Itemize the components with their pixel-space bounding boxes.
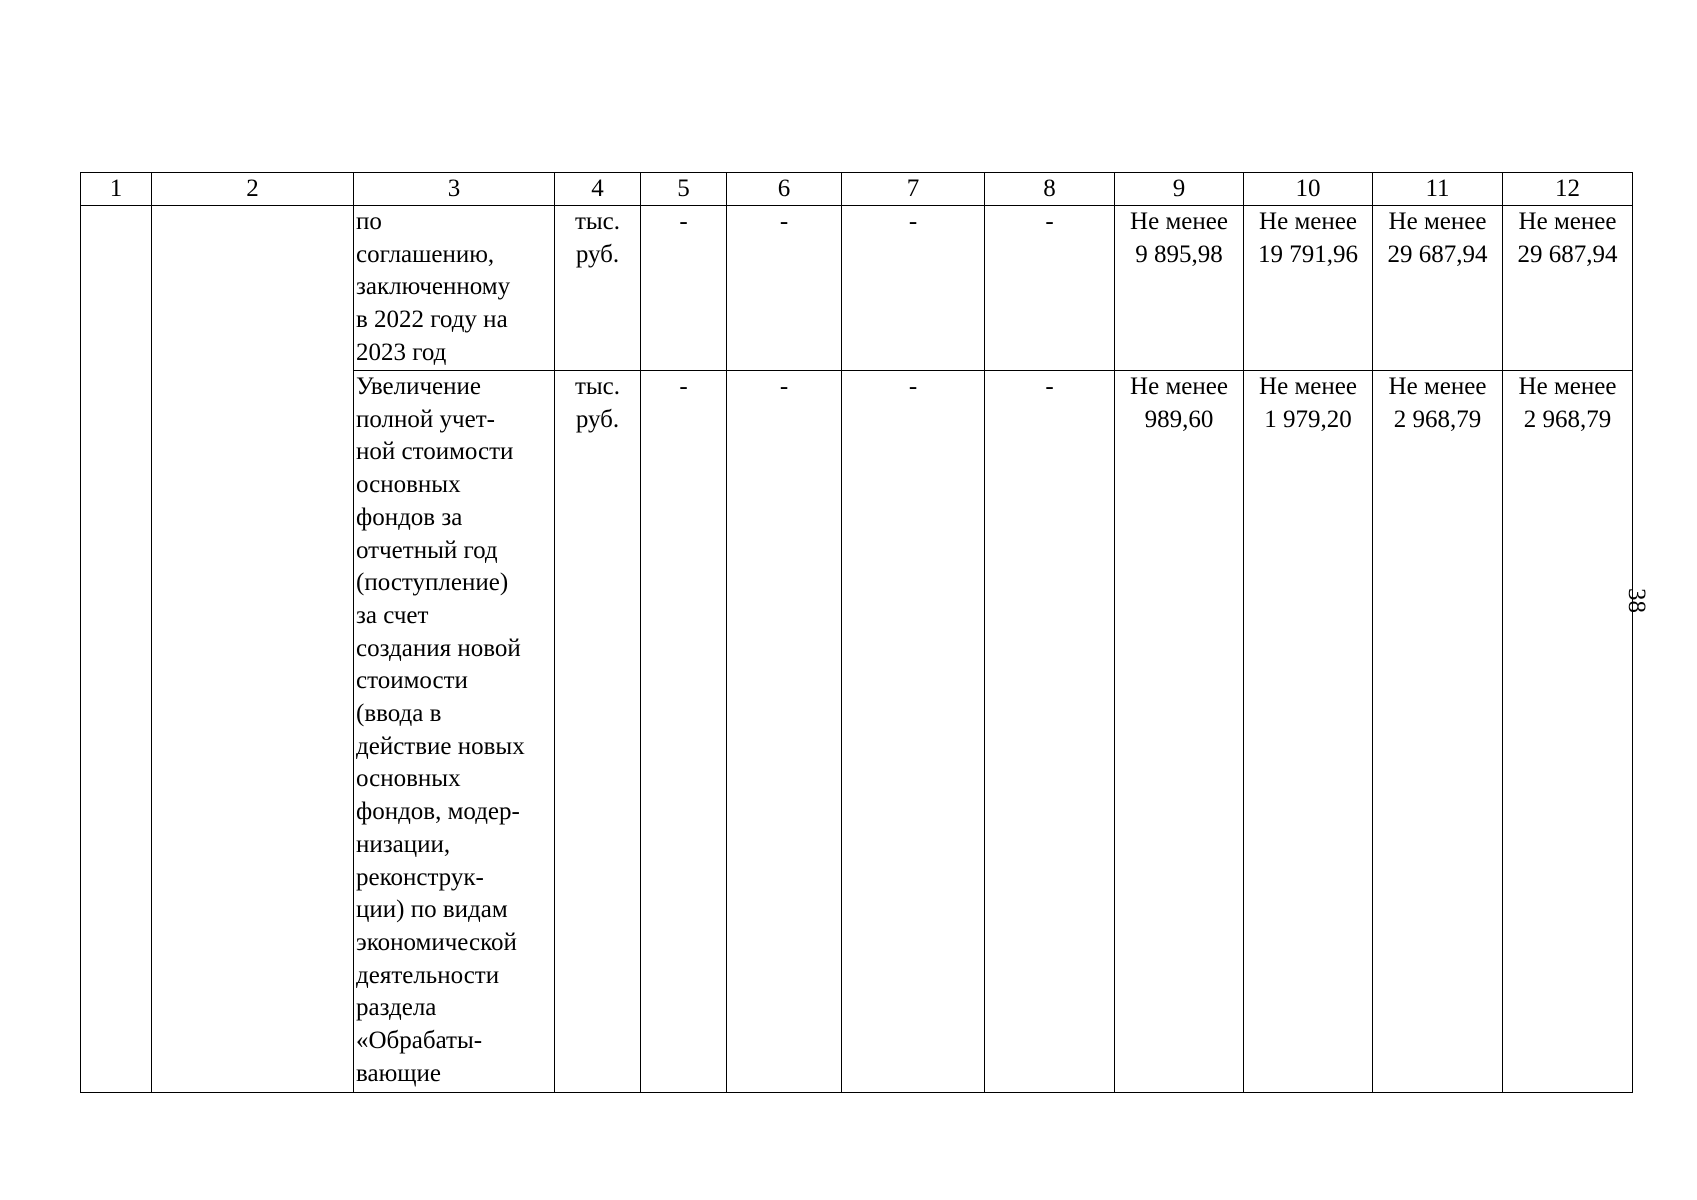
value-cell-col-9: Не менее 9 895,98: [1115, 206, 1244, 371]
column-header-7: 7: [842, 173, 985, 206]
column-header-9: 9: [1115, 173, 1244, 206]
indicator-text-cell: Увеличение полной учет- ной стоимости основных фондов за отчетный год (поступление) за счет создания новой стоимости (ввода в действие новых основных фондов, модер- низации, реконструк- ции) по видам экономической деятельности раздела «Обрабаты- вающие: [354, 371, 555, 1093]
table-header-row: [81, 173, 1633, 206]
column-header-8: 8: [985, 173, 1115, 206]
indicator-text-cell: по соглашению, заключенному в 2022 году на 2023 год: [354, 206, 555, 371]
value-cell-col-6: -: [727, 371, 842, 1093]
value-cell-col-6: -: [727, 206, 842, 371]
column-header-12: 12: [1503, 173, 1633, 206]
column-header-10: 10: [1244, 173, 1373, 206]
value-cell-col-7: -: [842, 206, 985, 371]
column-header-5: 5: [641, 173, 727, 206]
empty-cell-col-1: [81, 206, 152, 1093]
value-cell-col-7: -: [842, 371, 985, 1093]
unit-cell: тыс. руб.: [555, 206, 641, 371]
value-cell-col-12: Не менее 29 687,94: [1503, 206, 1633, 371]
value-cell-col-9: Не менее 989,60: [1115, 371, 1244, 1093]
value-cell-col-5: -: [641, 206, 727, 371]
value-cell-col-8: -: [985, 371, 1115, 1093]
page-number: 38: [1623, 588, 1650, 613]
empty-cell-col-2: [152, 206, 354, 1093]
column-header-11: 11: [1373, 173, 1503, 206]
table-row: [81, 206, 1633, 371]
value-cell-col-10: Не менее 19 791,96: [1244, 206, 1373, 371]
value-cell-col-11: Не менее 29 687,94: [1373, 206, 1503, 371]
unit-cell: тыс. руб.: [555, 371, 641, 1093]
value-cell-col-8: -: [985, 206, 1115, 371]
value-cell-col-12: Не менее 2 968,79: [1503, 371, 1633, 1093]
column-header-1: 1: [81, 173, 152, 206]
column-header-2: 2: [152, 173, 354, 206]
column-header-3: 3: [354, 173, 555, 206]
value-cell-col-11: Не менее 2 968,79: [1373, 371, 1503, 1093]
value-cell-col-5: -: [641, 371, 727, 1093]
column-header-4: 4: [555, 173, 641, 206]
column-header-6: 6: [727, 173, 842, 206]
data-table: [80, 172, 1633, 1093]
value-cell-col-10: Не менее 1 979,20: [1244, 371, 1373, 1093]
